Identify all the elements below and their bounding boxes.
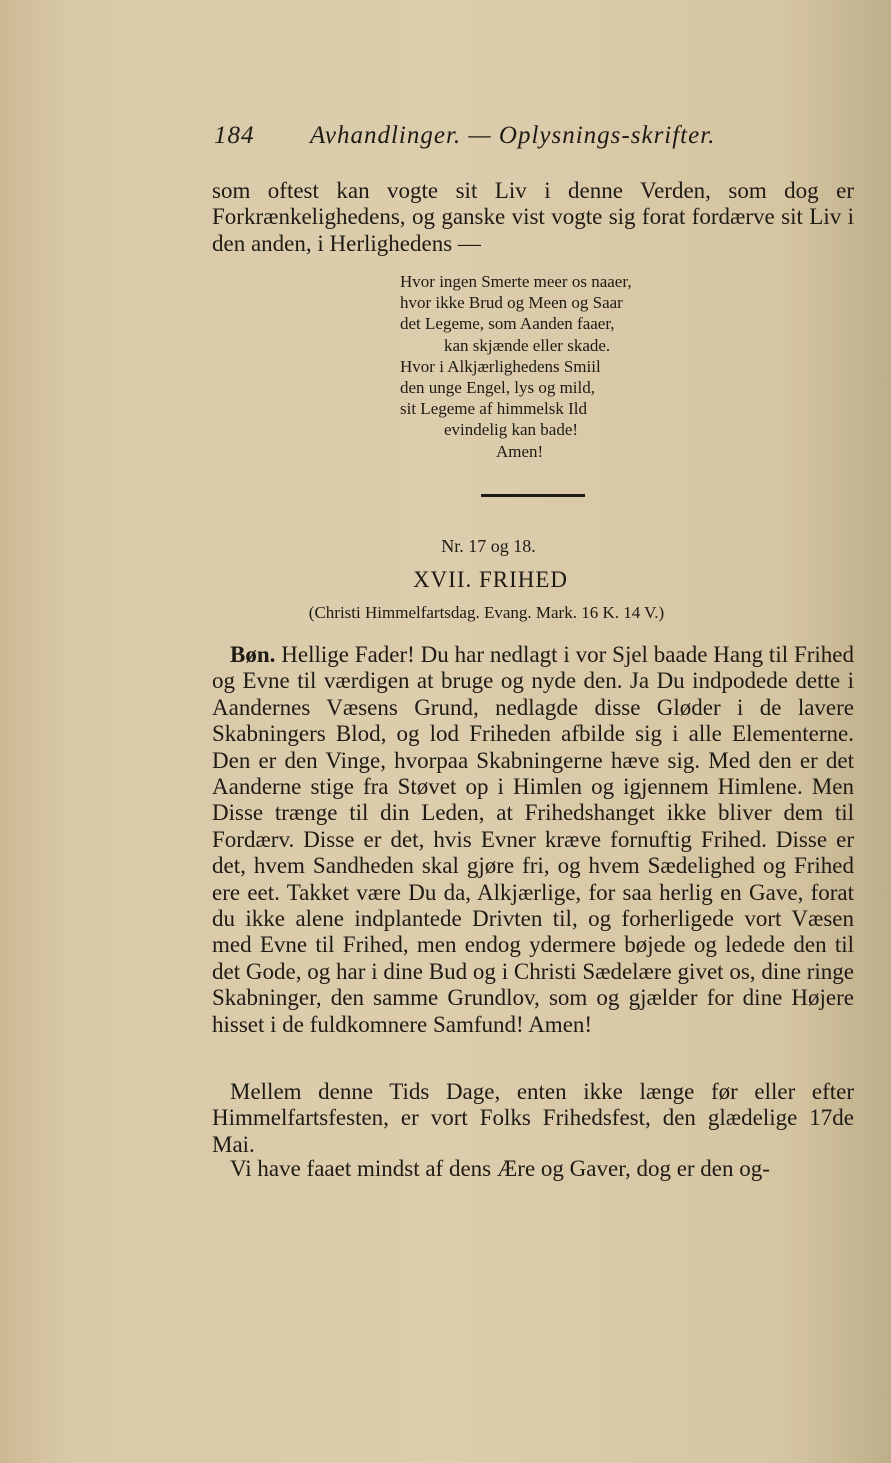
paragraph: Vi have faaet mindst af dens Ære og Gaver, dog er den og- [230,1156,770,1181]
verse-line: den unge Engel, lys og mild, [400,378,596,398]
running-head [214,122,854,150]
verse-line: det Legeme, som Aanden faaer, [400,314,615,334]
prayer-lead: Bøn. [230,642,276,667]
prayer-paragraph [212,642,854,1038]
scripture-reference: (Christi Himmelfartsdag. Evang. Mark. 16 K. 14 V.) [308,603,665,622]
verse-block [396,271,726,462]
paragraph-continuation: som oftest kan vogte sit Liv i denne Verden, som dog er Forkrænkelighedens, og ganske vist vogte sig forat fordærve sit Liv i den anden, i Herlighedens — [212,178,854,256]
section-number: Nr. 17 og 18. [441,536,536,556]
verse-line: Hvor ingen Smerte meer os naaer, [400,272,632,291]
verse-line: sit Legeme af himmelsk Ild [400,399,587,419]
verse-line: kan skjænde eller skade. [444,335,611,355]
verse-line: Hvor i Alkjærlighedens Smiil [400,356,601,376]
section-divider [481,494,585,497]
running-title: Avhandlinger. — Oplysnings-skrifter. [310,122,716,149]
verse-line: Amen! [496,441,544,461]
page-number: 184 [214,122,255,149]
verse-line: evindelig kan bade! [444,420,579,440]
prayer-text: Hellige Fader! Du har nedlagt i vor Sjel baade Hang til Frihed og Evne til værdigen at bruge og nyde den. Ja Du indpodede dette i Aandernes Væsens Grund, nedlagde disse Gløder i de lavere Skabningers Blod, og lod Friheden afbilde sig i alle Elementerne. Den er den Vinge, hvorpaa Skabningerne hæve sig. Med den er det Aanderne stige fra Støvet op i Himlen og igjennem Himlene. Men Disse trænge til din Leden, at Frihedshanget ikke bliver dem til Fordærv. Disse er det, hvis Evner kræve fornuftig Frihed. Disse er det, hvem Sandheden skal gjøre fri, og hvem Sædelighed og Frihed ere eet. Takket være Du da, Alkjærlige, for saa herlig en Gave, forat du ikke alene indplantede Drivten til, og forherligede vort Væsen med Evne til Frihed, men endog ydermere bøjede og ledede den til det Gode, og har i dine Bud og i Christi Sædelære givet os, dine ringe Skabninger, den samme Grundlov, som og gjælder for dine Højere hisset i de fuldkomnere Samfund! Amen! [212,642,854,1037]
section-title: XVII. FRIHED [412,567,569,592]
verse-line: hvor ikke Brud og Meen og Saar [400,293,623,313]
paragraph: Mellem denne Tids Dage, enten ikke længe før eller efter Himmelfartsfesten, er vort Folks Frihedsfest, den glædelige 17de Mai. [212,1079,854,1157]
